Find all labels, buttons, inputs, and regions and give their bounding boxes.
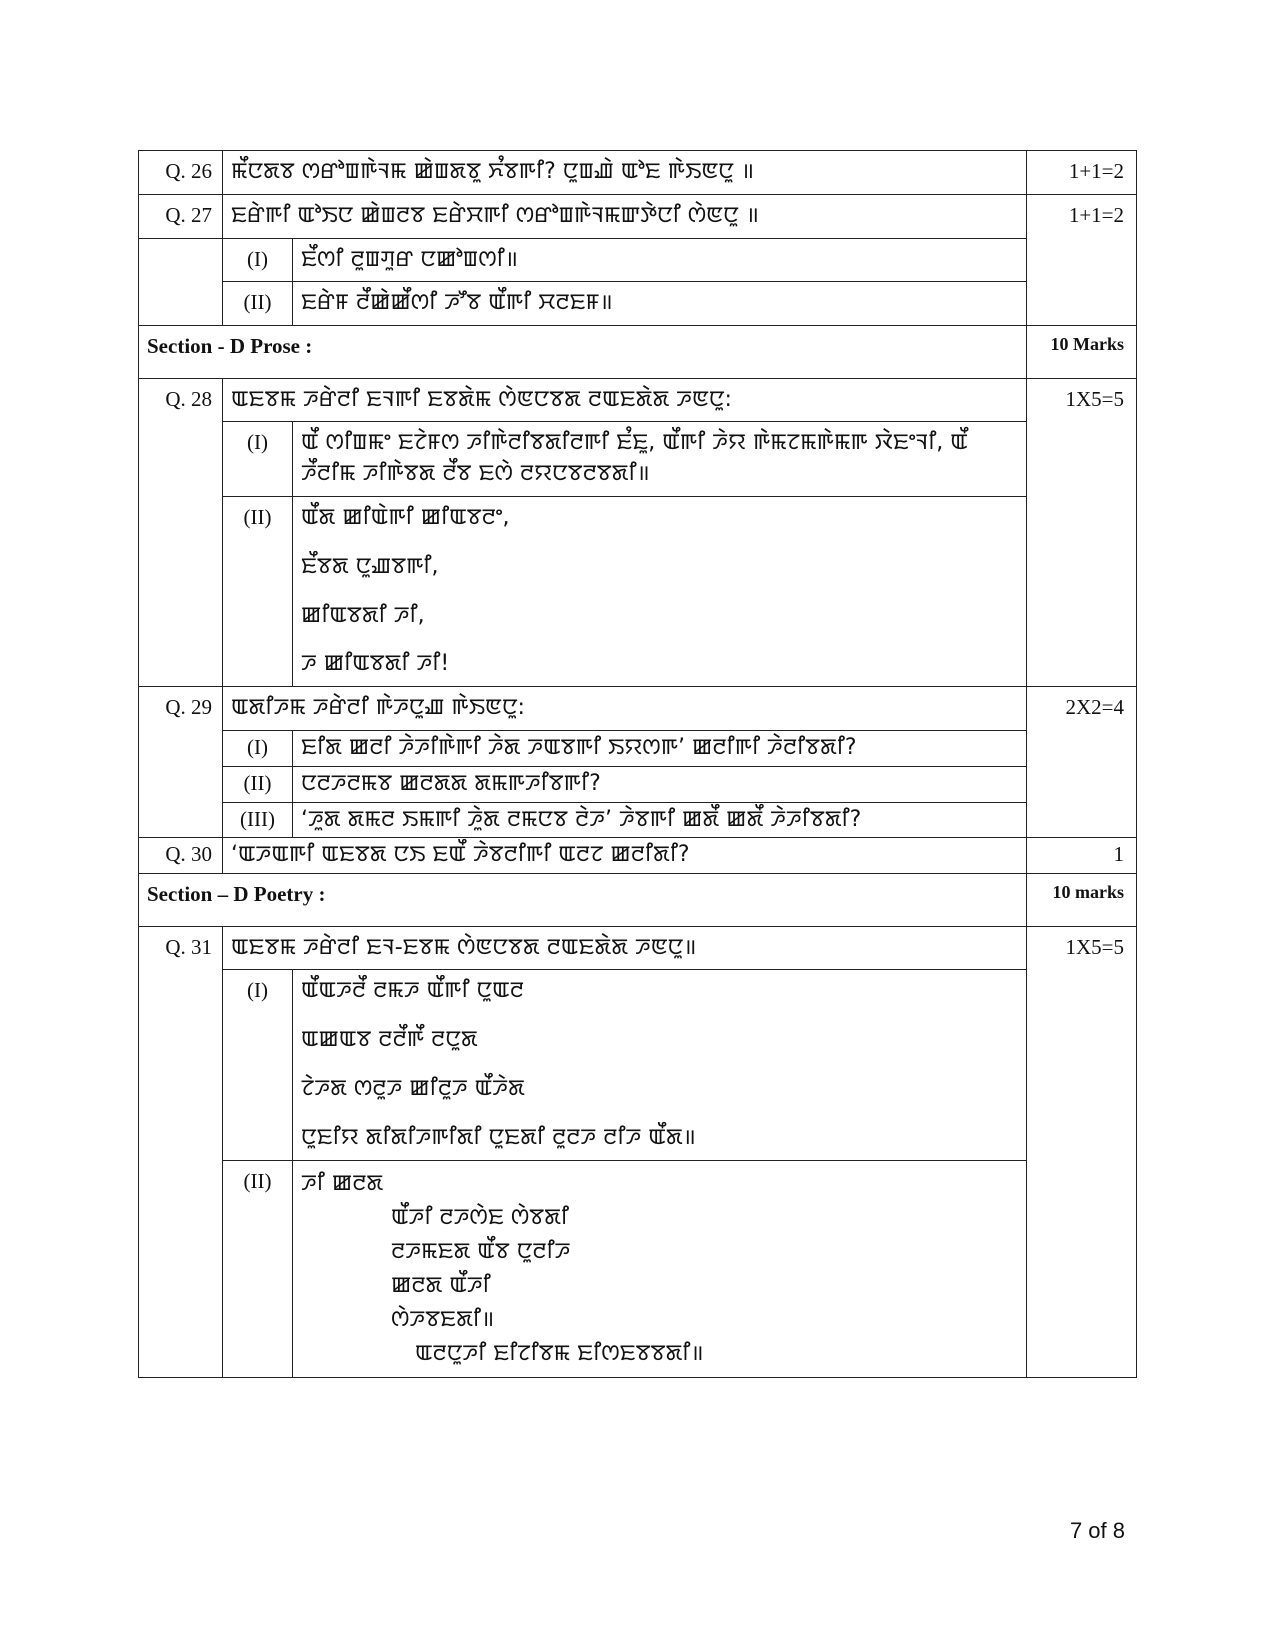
verse-text	[293, 496, 1027, 686]
verse-line: ꯑꯀꯑꯕ ꯂꯂꯩꯒꯩ ꯂꯅꯨꯗ	[301, 1027, 478, 1053]
verse-line: ꯀꯤꯑꯕꯗꯤ ꯍꯤ,	[301, 602, 425, 628]
empty-cell	[139, 238, 223, 326]
question-number: Q. 28	[139, 378, 223, 687]
sub-question-number: (I)	[223, 422, 293, 497]
section-header-poetry	[139, 874, 1137, 926]
verse-line: ꯑꯩꯍꯤ ꯂꯍꯁꯥꯐ ꯁꯥꯕꯗꯤ	[391, 1204, 569, 1230]
question-marks: 1+1=2	[1027, 151, 1137, 195]
verse-line: ꯑꯩꯑꯍꯂꯩ ꯂꯃꯍ ꯑꯩꯒꯤ ꯅꯨꯑꯂ	[301, 978, 524, 1004]
question-row-29	[139, 687, 1137, 731]
question-table	[138, 150, 1137, 1378]
sub-question-row	[139, 496, 1137, 686]
verse-line: ꯍ ꯀꯤꯑꯕꯗꯤ ꯍꯤ!	[301, 651, 450, 677]
page-number: 7 of 8	[1069, 1518, 1125, 1543]
section-header-prose	[139, 326, 1137, 378]
sub-question-number: (II)	[223, 496, 293, 686]
sub-question-number: (I)	[223, 730, 293, 766]
verse-line: ꯁꯥꯍꯕꯐꯗꯤ॥	[391, 1306, 495, 1332]
verse-line: ꯖꯥꯍꯗ ꯁꯂꯨꯍ ꯀꯤꯂꯨꯍ ꯑꯩꯍꯥꯗ	[301, 1075, 525, 1101]
question-number: Q. 27	[139, 194, 223, 238]
question-marks: 1+1=2	[1027, 194, 1137, 325]
sub-question-text: ‘ꯍꯨꯗ ꯗꯃꯂ ꯏꯃꯒꯤ ꯍꯥꯨꯗ ꯂꯃꯅꯕ ꯂꯥꯍ’ ꯍꯥꯕꯒꯤ ꯀꯗꯩ ꯀꯗꯩ ꯍꯥꯍꯤꯕꯗꯤ?	[293, 802, 1027, 838]
sub-question-row	[139, 730, 1137, 766]
question-marks: 1	[1027, 838, 1137, 874]
sub-question-row	[139, 1160, 1137, 1378]
verse-line: ꯅꯨꯐꯤꯌ ꯗꯤꯗꯤꯍꯒꯤꯗꯤ ꯅꯨꯐꯗꯤ ꯂꯨꯂꯍ ꯂꯤꯍ ꯑꯩꯗ॥	[301, 1124, 696, 1150]
verse-line: ꯑꯂꯅꯨꯍꯤ ꯐꯤꯖꯤꯕꯃ ꯐꯤꯁꯐꯕꯕꯗꯤ॥	[415, 1340, 704, 1366]
question-marks: 1X5=5	[1027, 378, 1137, 687]
section-marks: 10 Marks	[1027, 326, 1137, 378]
sub-question-number: (II)	[223, 282, 293, 326]
question-text: ꯑꯐꯕꯃ ꯍꯔꯥꯂꯤ ꯐꯜ-ꯐꯕꯃ ꯁꯥꯟꯅꯕꯗ ꯂꯑꯐꯗꯥꯗ ꯍꯟꯅꯨ॥	[223, 926, 1027, 970]
question-marks: 2X2=4	[1027, 687, 1137, 838]
question-text: ꯃꯩꯅꯗꯕ ꯁꯔꯣꯡꯒꯥꯜꯃ ꯀꯥꯡꯗꯕꯨ ꯈꯪꯕꯒꯤ? ꯅꯨꯡꯉꯥ ꯑꯣꯐ ꯒꯥꯏꯟꯅꯨ ॥	[223, 151, 1027, 195]
verse-text	[293, 970, 1027, 1160]
sub-question-row	[139, 282, 1137, 326]
sub-question-number: (I)	[223, 238, 293, 282]
question-text: ꯑꯐꯕꯃ ꯍꯔꯥꯂꯤ ꯐꯜꯒꯤ ꯐꯕꯗꯥꯃ ꯁꯥꯟꯅꯕꯗ ꯂꯑꯐꯗꯥꯗ ꯍꯟꯅꯨ:	[223, 378, 1027, 422]
question-number: Q. 26	[139, 151, 223, 195]
section-title: Section – D Poetry :	[139, 874, 1027, 926]
section-marks: 10 marks	[1027, 874, 1137, 926]
question-row-27	[139, 194, 1137, 238]
sub-question-row	[139, 970, 1137, 1160]
sub-question-number: (II)	[223, 766, 293, 802]
sub-question-text: ꯅꯂꯍꯂꯃꯕ ꯀꯂꯗꯗ ꯗꯃꯒꯍꯤꯕꯒꯤ?	[293, 766, 1027, 802]
question-marks: 1X5=5	[1027, 926, 1137, 1378]
question-row-31	[139, 926, 1137, 970]
question-row-28	[139, 378, 1137, 422]
sub-question-text: ꯐꯔꯥꯝ ꯂꯩꯀꯥꯀꯩꯁꯤ ꯍꯧꯕ ꯑꯩꯒꯤ ꯆꯂꯐꯝ॥	[293, 282, 1027, 326]
question-row-26	[139, 151, 1137, 195]
question-number: Q. 30	[139, 838, 223, 874]
sub-question-text: ꯐꯩꯁꯤ ꯂꯨꯡꯚꯨꯔ ꯅꯀꯣꯡꯁꯤ॥	[293, 238, 1027, 282]
question-table-container	[138, 150, 1136, 1378]
question-text: ‘ꯑꯍꯑꯒꯤ ꯑꯐꯕꯗ ꯅꯏ ꯐꯑꯩ ꯍꯥꯕꯂꯤꯒꯤ ꯑꯂꯖ ꯀꯂꯤꯗꯤ?	[223, 838, 1027, 874]
section-title: Section - D Prose :	[139, 326, 1027, 378]
verse-line: ꯀꯂꯗ ꯑꯩꯍꯤ	[391, 1272, 491, 1298]
sub-question-row	[139, 802, 1137, 838]
sub-question-number: (III)	[223, 802, 293, 838]
question-row-30	[139, 838, 1137, 874]
verse-text	[293, 1160, 1027, 1378]
sub-question-number: (I)	[223, 970, 293, 1160]
sub-question-row	[139, 766, 1137, 802]
question-text: ꯐꯔꯥꯒꯤ ꯑꯣꯏꯅ ꯀꯥꯡꯂꯕ ꯐꯔꯥꯆꯒꯤ ꯁꯔꯣꯡꯒꯥꯜꯃꯛꯇꯥꯅꯤ ꯁꯥꯟꯅꯨ ॥	[223, 194, 1027, 238]
sub-question-row	[139, 238, 1137, 282]
verse-line: ꯍꯤ ꯀꯂꯗ	[301, 1170, 384, 1196]
sub-question-row	[139, 422, 1137, 497]
question-number: Q. 29	[139, 687, 223, 838]
question-text: ꯑꯗꯤꯍꯃ ꯍꯔꯥꯂꯤ ꯒꯥꯍꯅꯨꯉ ꯒꯥꯏꯟꯅꯨ:	[223, 687, 1027, 731]
verse-line: ꯐꯩꯕꯗ ꯅꯨꯉꯕꯒꯤ,	[301, 553, 439, 579]
question-number: Q. 31	[139, 926, 223, 1378]
passage-line: ꯑꯩ ꯁꯤꯡꯃꯦ ꯐꯖꯥꯝꯁ ꯍꯤꯒꯥꯂꯤꯕꯗꯤꯂꯒꯤ ꯐꯪꯐꯨ, ꯑꯩꯒꯤ ꯍꯥꯌ ꯒꯥꯃꯖꯃꯒꯥꯃꯒ ꯋꯥꯐꯦꯜꯤ, ꯑꯩ	[301, 430, 968, 456]
passage-line: ꯍꯩꯂꯤꯃ ꯍꯤꯒꯥꯕꯗ ꯂꯩꯕ ꯐꯁꯥ ꯂꯌꯅꯕꯂꯕꯗꯤ॥	[301, 461, 650, 487]
verse-line: ꯂꯍꯃꯐꯗ ꯑꯩꯕ ꯅꯨꯂꯤꯍ	[391, 1238, 571, 1264]
passage-text	[293, 422, 1027, 497]
sub-question-text: ꯐꯤꯗ ꯀꯂꯤ ꯍꯥꯍꯤꯒꯥꯒꯤ ꯍꯥꯗ ꯍꯑꯕꯒꯤ ꯏꯌꯁꯒ’ ꯀꯂꯤꯒꯤ ꯍꯥꯂꯤꯕꯗꯤ?	[293, 730, 1027, 766]
verse-line: ꯑꯩꯗ ꯀꯤꯑꯥꯒꯤ ꯀꯤꯑꯕꯂꯦ,	[301, 504, 510, 530]
sub-question-number: (II)	[223, 1160, 293, 1378]
